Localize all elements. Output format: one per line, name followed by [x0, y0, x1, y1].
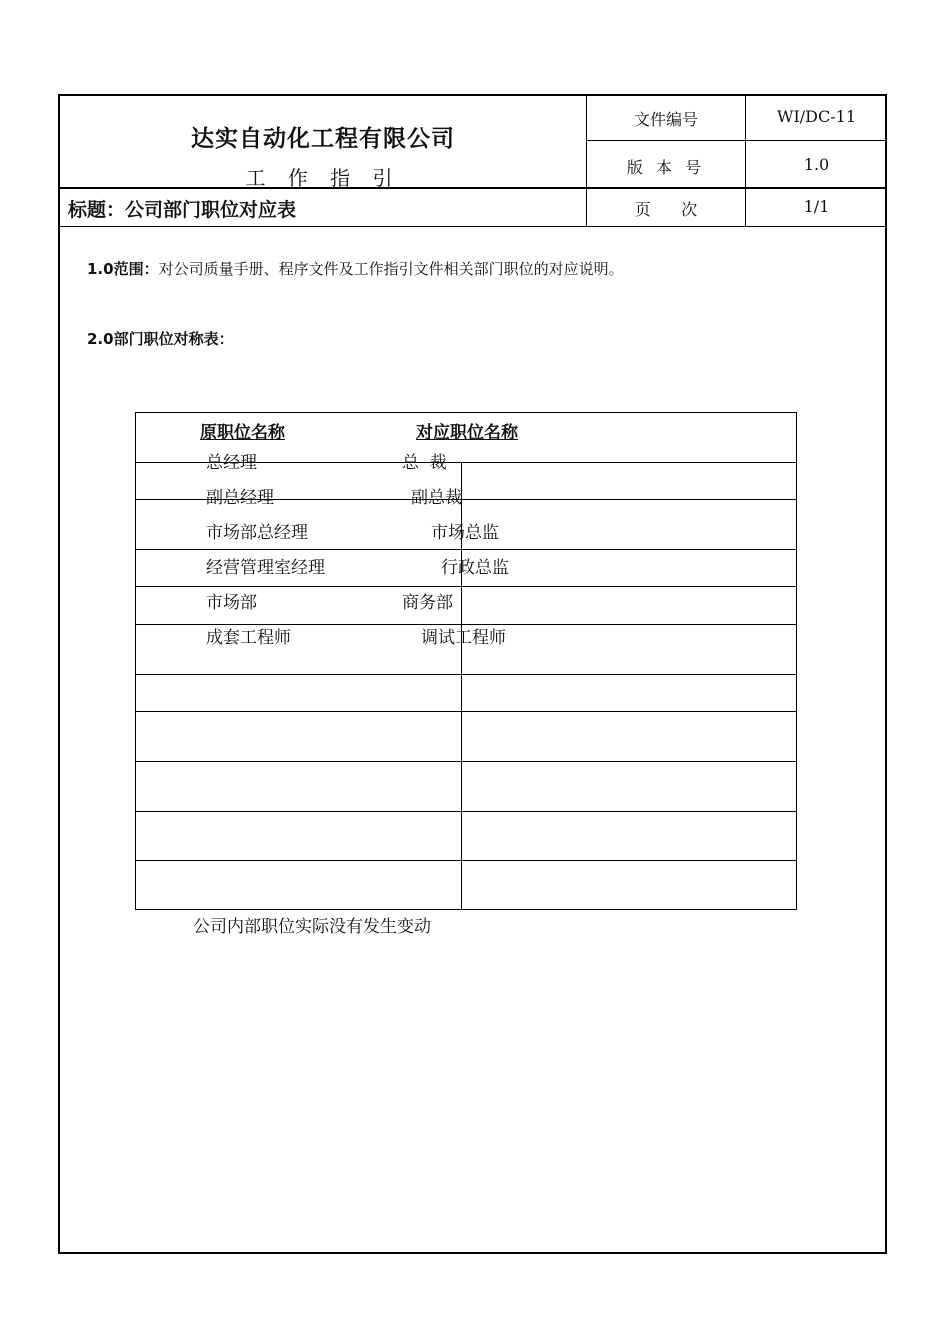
version-value: 1.0: [803, 155, 830, 174]
version-label: 版 本 号: [626, 158, 706, 177]
table-cell-original: 市场部总经理: [206, 523, 308, 543]
scope-section: [87, 258, 624, 279]
table-cell-original: 成套工程师: [206, 628, 291, 648]
table-line: [135, 549, 797, 550]
page-label: 页 次: [634, 200, 698, 219]
scope-label: 1.0范围：: [87, 260, 159, 278]
company-name: 达实自动化工程有限公司: [191, 125, 455, 152]
table-cell-mapped: 行政总监: [441, 558, 509, 578]
doc-title: 标题：公司部门职位对应表: [68, 199, 297, 221]
file-number-label: 文件编号: [633, 110, 698, 129]
col-mapped-header: 对应职位名称: [416, 423, 518, 443]
table-cell-original: 市场部: [206, 593, 257, 613]
table-cell-mapped: 总 裁: [402, 453, 447, 473]
table-line: [135, 586, 797, 587]
table-cell-original: 总经理: [206, 453, 257, 473]
footnote: 公司内部职位实际没有发生变动: [193, 917, 431, 937]
scope-text: 对公司质量手册、程序文件及工作指引文件相关部门职位的对应说明。: [158, 260, 624, 278]
table-cell-mapped: 副总裁: [411, 488, 462, 508]
col-original-header: 原职位名称: [200, 423, 285, 443]
table-cell-mapped: 市场总监: [431, 523, 499, 543]
table-label: 2.0部门职位对称表：: [87, 330, 234, 348]
table-line: [135, 860, 797, 861]
page-value: 1/1: [803, 197, 830, 216]
doc-type: 工 作 指 引: [245, 166, 401, 190]
table-line: [135, 674, 797, 675]
table-line: [135, 811, 797, 812]
table-line: [135, 761, 797, 762]
table-cell-original: 经营管理室经理: [206, 558, 325, 578]
table-cell-mapped: 商务部: [402, 593, 453, 613]
table-cell-original: 副总经理: [206, 488, 274, 508]
header-bottom-line: [58, 226, 887, 227]
table-line: [135, 711, 797, 712]
table-cell-mapped: 调试工程师: [421, 628, 506, 648]
table-section-heading: [87, 328, 234, 349]
header-row-line-1: [586, 140, 887, 141]
file-number-value: WI/DC-11: [777, 107, 856, 126]
